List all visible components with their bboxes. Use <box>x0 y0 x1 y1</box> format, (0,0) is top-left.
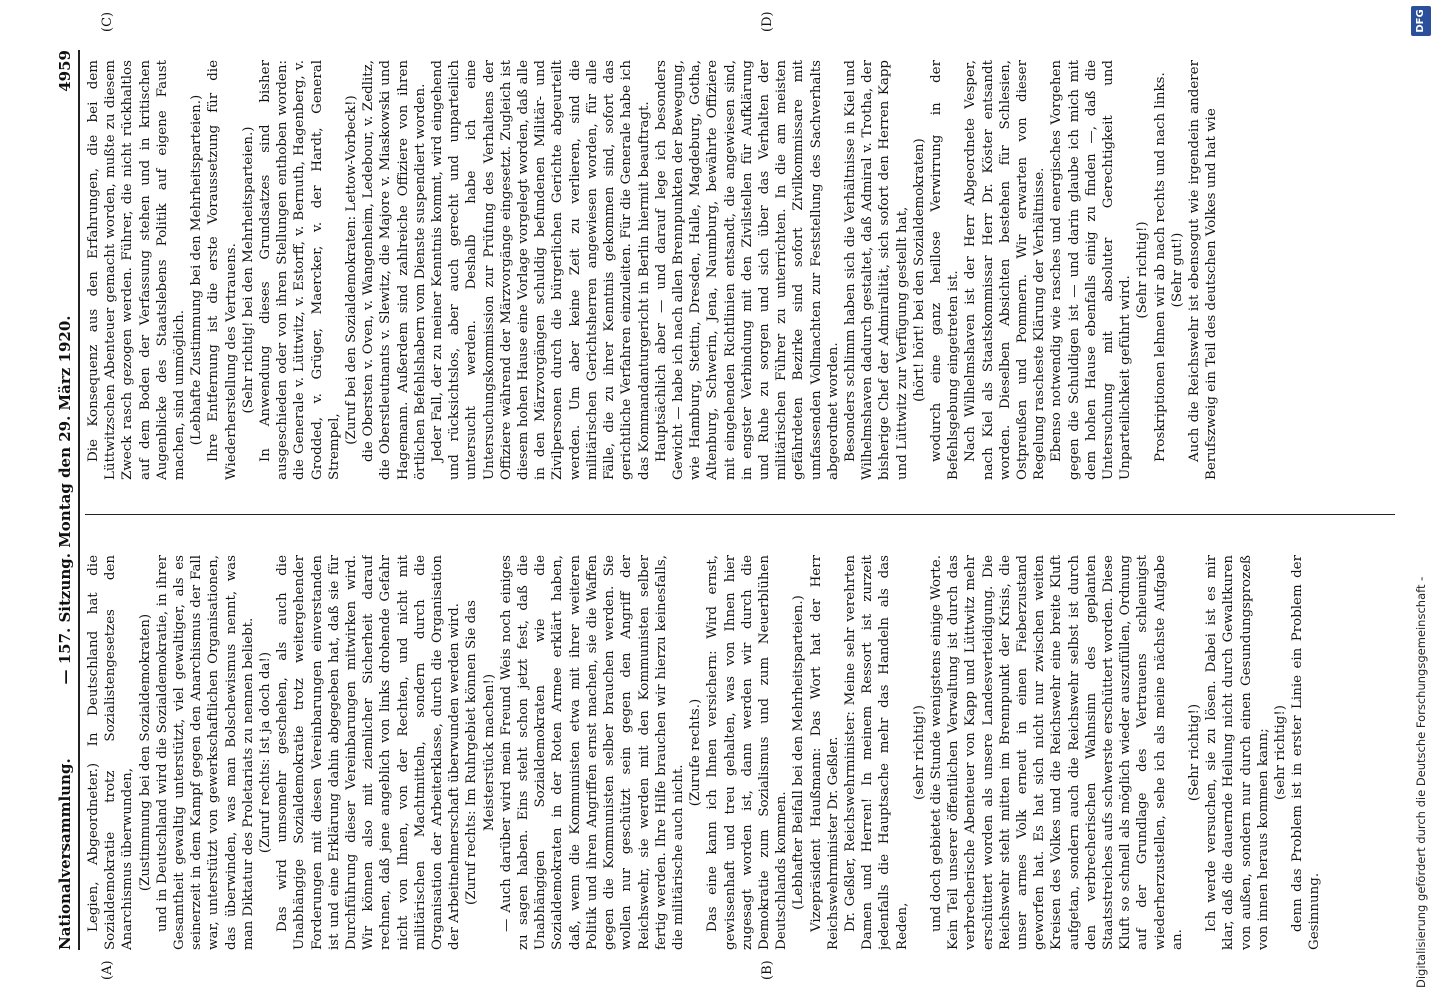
margin-mark-d: (D) <box>760 11 775 32</box>
paragraph: (sehr richtig!) <box>1273 705 1289 800</box>
paragraph: In Anwendung dieses Grundsatzes sind bisher ausgeschieden oder von ihren Stellungen enthoben worden: die Generale v. Lüttwitz, v. Estorff, v. Bernuth, Hagenberg, v. Grodded, v. Grüger, Maercker, v. der Hardt, General Strempel, <box>258 60 342 480</box>
header-left: Nationalversammlung. <box>56 758 74 950</box>
paragraph: denn das Problem ist in erster Linie ein Problem der Gesinnung. <box>1290 555 1323 950</box>
dfg-logo: DFG <box>1411 6 1431 36</box>
paragraph: Auch die Reichswehr ist ebensogut wie irgendein anderer Berufszweig ein Teil des deutschen Volkes und hat wie <box>1187 60 1220 480</box>
page-header <box>50 50 80 950</box>
paragraph: Das wird umsomehr geschehen, als auch die Unabhängige Sozialdemokratie trotz weitergehender Forderungen mit diesen Vereinbarungen einverstanden ist und eine Erklärung dahin abgegeben hat, daß sie für Durchführung dieser Vereinbarungen mitwirken wird. Wir können also mit ziemlicher Sicherheit darauf rechnen, daß jene angeblich von links drohende Gefahr nicht von Ihnen, von der Rechten, und nicht mit militärischen Machtmitteln, sondern durch die Organisation der Arbeiterklasse, durch die Organisation der Arbeitnehmerschaft überwunden werden wird. <box>275 555 463 950</box>
paragraph: (Sehr gut!) <box>1169 232 1185 308</box>
paragraph: (Lebhafte Zustimmung bei den Mehrheitsparteien.) <box>189 94 205 446</box>
paragraph: (Sehr richtig!) <box>1187 703 1202 802</box>
paragraph: Ebenso notwendig wie rasches und energisches Vorgehen gegen die Schuldigen ist — und darin glaube ich mich mit dem hohen Hause ebenfalls einig zu finden —, daß die Untersuchung mit absoluter Gerechtigkeit und Unparteilichkeit geführt wird. <box>1049 60 1134 480</box>
paragraph: Ich werde versuchen, sie zu lösen. Dabei ist es mir klar, daß die dauernde Heilung nicht durch Gewaltkuren von außen, sondern nur durch einen Gesundungsprozeß von innen heraus kommen kann; <box>1204 555 1271 950</box>
paragraph: Dr. Geßler, Reichswehrminister: Meine sehr verehrten Damen und Herren! In meinem Ressort ist zurzeit jedenfalls die Hauptsache mehr das Handeln als das Reden, <box>842 555 910 950</box>
paragraph: (Zustimmung bei den Sozialdemokraten) <box>137 613 153 892</box>
paragraph: (sehr richtig!) <box>911 705 927 800</box>
page-number: 4959 <box>56 50 74 92</box>
paragraph: Legien, Abgeordneter.) In Deutschland hat die Sozialdemokratie trotz Sozialistengesetzes den Anarchismus überwunden, <box>86 555 136 950</box>
left-text-column <box>85 555 1395 950</box>
paragraph: (hört! hört! bei den Sozialdemokraten) <box>911 138 927 402</box>
margin-mark-c: (C) <box>100 11 115 32</box>
paragraph: (Sehr richtig! bei den Mehrheitsparteien.) <box>240 126 256 414</box>
paragraph: Proskriptionen lehnen wir ab nach rechts und nach links. <box>1152 72 1168 462</box>
header-center: — 157. Sitzung. Montag den 29. März 1920. <box>56 315 74 685</box>
paragraph: Die Konsequenz aus den Erfahrungen, die bei dem Lüttwitzschen Abenteuer gemacht worden, mußte zu diesem Zweck rasch gezogen werden. Führer, die nicht rückhaltlos auf dem Boden der Verfassung stehen und in kritischen Augenblicke des Staatslebens Politik auf eigene Faust machen, sind unmöglich. <box>86 60 188 480</box>
paragraph: (Lebhafter Beifall bei den Mehrheitsparteien.) <box>791 595 807 910</box>
paragraph: (Zuruf rechts: Ist ja doch da!) <box>258 651 274 854</box>
paragraph: (Sehr richtig!) <box>1135 221 1151 319</box>
credit-text: Digitalisierung gefördert durch die Deutsche Forschungsgemeinschaft - <box>1414 576 1428 988</box>
margin-mark-b: (B) <box>760 960 775 980</box>
paragraph: Nach Wilhelmshaven ist der Herr Abgeordnete Vesper, nach Kiel als Staatskommissar Herr Dr. Köster entsandt worden. Dieselben Absichten bestehen für Schlesien, Ostpreußen und Pommern. Wir erwarten von dieser Regelung rascheste Klärung der Verhältnisse. <box>963 60 1048 480</box>
column-divider <box>85 514 1395 515</box>
paragraph: Besonders schlimm haben sich die Verhältnisse in Kiel und Wilhelmshaven dadurch gestaltet, daß Admiral v. Trotha, der bisherige Chef der Admiralität, sich sofort den Herren Kapp und Lüttwitz zur Verfügung gestellt hat, <box>842 60 910 480</box>
paragraph: (Zurufe rechts.) <box>688 698 704 807</box>
paragraph: Hauptsächlich aber — und darauf lege ich besonders Gewicht — habe ich nach allen Brennpunkten der Bewegung, wie Hamburg, Stettin, Dresden, Halle, Magdeburg, Gotha, Altenburg, Schwerin, Jena, Naumburg, bewährte Offiziere mit eingehenden Richtlinien entsandt, die angewiesen sind, in engster Verbindung mit den Zivilstellen für Aufklärung und Ruhe zu sorgen und sich über das Verhalten der militärischen Führer zu unterrichten. In die am meisten gefährdeten Bezirke sind sofort Zivilkommissare mit umfassenden Vollmachten zur Feststellung des Sachverhalts abgeordnet worden. <box>653 60 841 480</box>
paragraph: und doch gebietet die Stunde wenigstens einige Worte. Kein Teil unserer öffentlichen Verwaltung ist durch das verbrecherische Abenteuer von Kapp und Lüttwitz mehr erschüttert worden als unsere Landesverteidigung. Die Reichswehr steht mitten im Brennpunkt der Krisis, die unser armes Volk erneut in einen Fieberzustand geworfen hat. Es hat sich nicht nur zwischen weiten Kreisen des Volkes und die Reichswehr eine breite Kluft aufgetan, sondern auch die Reichswehr selbst ist durch den verbrecherischen Wahnsinn des geplanten Staatsstreiches aufs schwerste erschüttert worden. Diese Kluft so schnell als möglich wieder auszufüllen, Ordnung auf der Grundlage des Vertrauens schleunigst wiederherzustellen, sehe ich als meine nächste Aufgabe an. <box>928 555 1185 950</box>
paragraph: Vizepräsident Haußmann: Das Wort hat der Herr Reichswehrminister Dr. Geßler. <box>808 555 841 950</box>
paragraph: und in Deutschland wird die Sozialdemokratie, in ihrer Gesamtheit gewaltig unterstützt, viel gewaltiger, als es seinerzeit in dem Kampf gegen den Anarchismus der Fall war, unterstützt von gewerkschaftlichen Organisationen, das überwinden, was man Bolschewismus nennt, was man Diktatur des Proletariats zu nennen beliebt. <box>154 555 256 950</box>
right-text-column <box>85 60 1395 480</box>
paragraph: die Obersten v. Oven, v. Wangenheim, Ledebour, v. Zedlitz, die Oberstleutnants v. Slewitz, die Majore v. Miaskowski und Hagemann. Außerdem sind zahlreiche Offiziere von ihren örtlichen Befehlshabern vom Dienste suspendiert worden. <box>361 60 428 480</box>
paragraph: (Zuruf rechts: Im Ruhrgebiet können Sie das Meisterstück machen!) <box>464 599 497 906</box>
paragraph: wodurch eine ganz heillose Verwirrung in der Befehlsgebung eingetreten ist. <box>928 60 962 480</box>
paragraph: (Zuruf bei den Sozialdemokraten: Lettow-Vorbeck!) <box>344 95 360 445</box>
margin-mark-a: (A) <box>100 960 115 980</box>
paragraph: Das eine kann ich Ihnen versichern: Wird ernst, gewissenhaft und treu gehalten, was von Ihnen hier zugesagt worden ist, dann werden wir durch die Demokratie zum Sozialismus und zum Neuerblühen Deutschlands kommen. <box>705 555 790 950</box>
paragraph: Jeder Fall, der zu meiner Kenntnis kommt, wird eingehend und rücksichtslos, aber auch gerecht und unparteilich untersucht werden. Deshalb habe ich eine Untersuchungskommission zur Prüfung des Verhaltens der Offiziere während der Märzvorgänge eingesetzt. Zugleich ist diesem hohen Hause eine Vorlage vorgelegt worden, daß alle in den Märzvorgängen schuldig befundenen Militär- und Zivilpersonen durch die bürgerlichen Gerichte abgeurteilt werden. Um aber keine Zeit zu verlieren, sind die militärischen Gerichtsherren angewiesen worden, für alle Fälle, die zu ihrer Kenntnis gekommen sind, sofort das gerichtliche Verfahren einzuleiten. Für die Generale habe ich das Kommandanturgericht in Berlin hiermit beauftragt. <box>430 60 652 480</box>
paragraph: Ihre Entfernung ist die erste Voraussetzung für die Wiederherstellung des Vertrauens. <box>206 60 239 480</box>
digitization-credit <box>1408 0 1434 1000</box>
paragraph: — Auch darüber wird mein Freund Weis noch einiges zu sagen haben. Eins steht schon jetzt fest, daß die Unabhängigen Sozialdemokraten wie die Sozialdemokraten in der Roten Armee erklärt haben, daß, wenn die Kommunisten etwa mit ihrer weiteren Politik und ihren Angriffen ernst machen, sie die Waffen gegen die Kommunisten selber brauchen werden. Sie wollen nur geschützt sein gegen den Angriff der Reichswehr, sie werden mit den Kommunisten selber fertig werden. Ihre Hilfe brauchen wir hierzu keinesfalls, die militärische auch nicht. <box>498 555 686 950</box>
